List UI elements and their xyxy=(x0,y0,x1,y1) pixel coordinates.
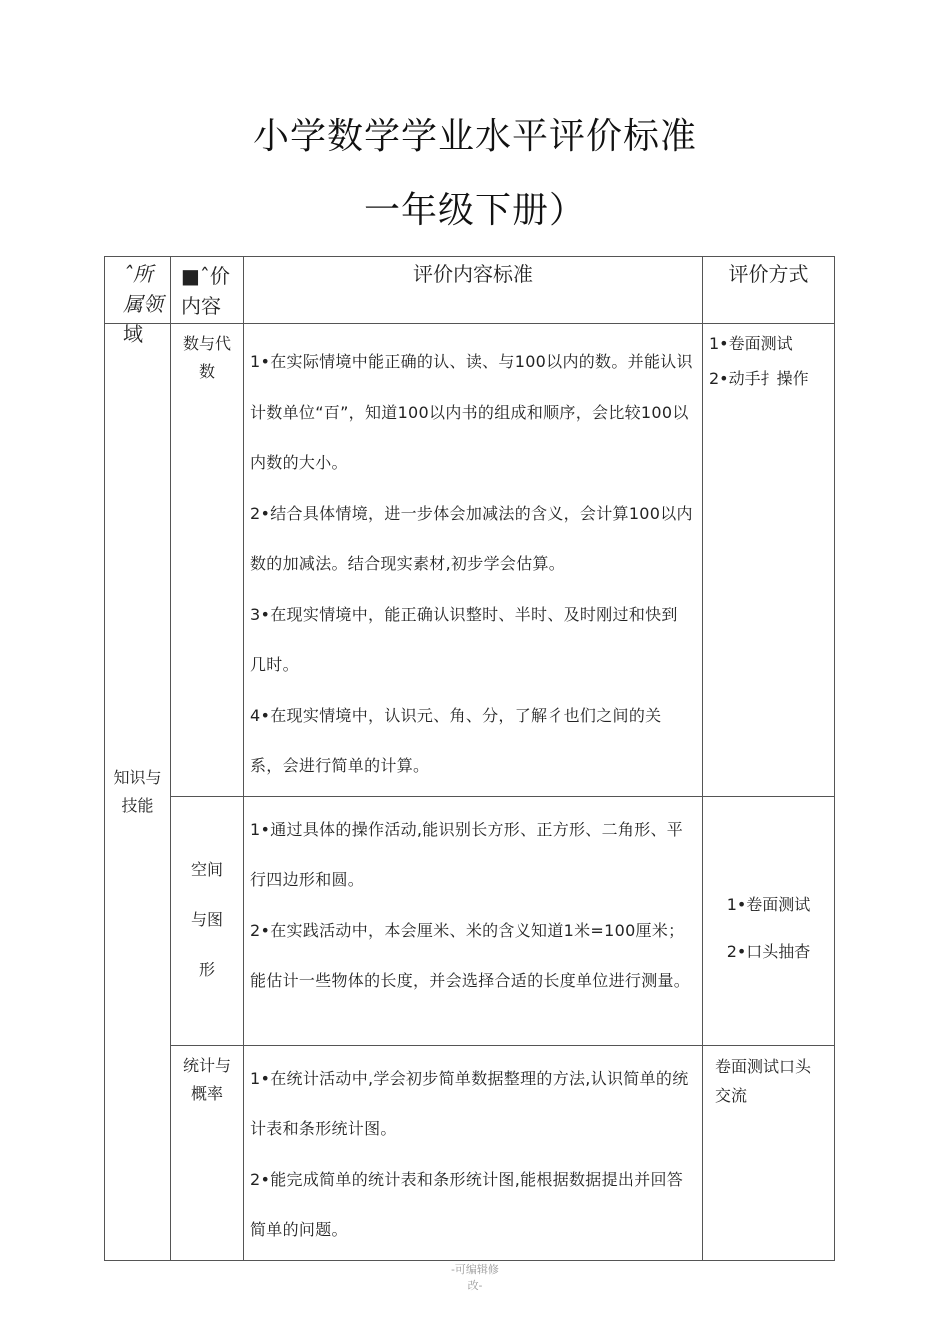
table-row-statistics xyxy=(105,1045,835,1260)
method-item: 1•卷面测试 xyxy=(726,894,811,914)
method-cell xyxy=(703,1045,835,1260)
standard-cell xyxy=(244,1045,703,1260)
category-cell xyxy=(171,1045,244,1260)
method-item: 卷面测试口头 xyxy=(715,1056,812,1076)
method-item: 交流 xyxy=(715,1085,748,1105)
category-cell xyxy=(171,324,244,797)
category-line: 数与代 xyxy=(182,334,231,353)
header-area xyxy=(105,257,171,346)
standard-item: 2•能完成简单的统计表和条形统计图,能根据数据提出并回答简单的问题。 xyxy=(250,1169,684,1239)
standard-item: 2•结合具体情境，进一步体会加减法的含义，会计算100以内数的加减法。结合现实素材,初步学会估算。 xyxy=(250,503,693,573)
method-item: 2•口头抽杳 xyxy=(726,941,811,961)
area-cell xyxy=(105,324,171,1261)
evaluation-table xyxy=(104,256,835,1261)
header-area-line: 域 xyxy=(123,322,143,346)
method-item: 1•卷面测试 xyxy=(709,334,793,353)
standard-item: 1•通过具体的操作活动,能识别长方形、正方形、二角形、平行四边形和圆。 xyxy=(250,819,684,889)
standard-cell xyxy=(244,324,703,797)
header-method: 评价方式 xyxy=(703,257,835,324)
footer-line: -可编辑修 xyxy=(451,1263,499,1276)
header-content-line: ■ˆ价 xyxy=(181,264,230,288)
standard-item: 1•在实际情境中能正确的认、读、与100以内的数。并能认识计数单位“百”，知道100以内书的组成和顺序，会比较100以内数的大小。 xyxy=(250,352,693,472)
category-line: 概率 xyxy=(190,1083,223,1103)
header-content xyxy=(171,257,244,324)
standard-cell xyxy=(244,796,703,1045)
category-line: 空间 xyxy=(190,859,223,879)
category-line: 统计与 xyxy=(182,1055,231,1075)
method-cell xyxy=(703,324,835,797)
footer-line: 改- xyxy=(467,1279,483,1292)
area-label-line: 技能 xyxy=(121,795,154,815)
standard-item: 2•在实践活动中，本会厘米、米的含义知道1米=100厘米；能估计一些物体的长度，并会选择合适的长度单位进行测量。 xyxy=(250,920,691,990)
category-line: 与图 xyxy=(190,909,223,929)
method-item: 2•动手扌操作 xyxy=(709,369,809,388)
method-cell xyxy=(703,796,835,1045)
category-cell xyxy=(171,796,244,1045)
header-standard: 评价内容标准 xyxy=(244,257,703,324)
standard-item: 1•在统计活动中,学会初步简单数据整理的方法,认识简单的统计表和条形统计图。 xyxy=(250,1068,689,1138)
category-line: 形 xyxy=(198,959,215,979)
category-line: 数 xyxy=(198,362,215,381)
page-subtitle: 一年级下册） xyxy=(363,190,586,231)
footer-note xyxy=(0,1262,950,1294)
header-row xyxy=(105,257,835,324)
page-title: 小学数学学业水平评价标准 xyxy=(252,116,697,157)
standard-item: 3•在现实情境中，能正确认识整时、半时、及时刚过和快到几时。 xyxy=(250,604,678,674)
area-label-line: 知识与 xyxy=(113,767,162,787)
table-row-number xyxy=(105,324,835,797)
standard-item: 4•在现实情境中，认识元、角、分，了解彳也们之间的关系，会进行简单的计算。 xyxy=(250,705,662,775)
header-area-line: ˆ所 xyxy=(123,262,153,286)
header-area-line: 属领 xyxy=(123,292,163,316)
table-row-geometry xyxy=(105,796,835,1045)
header-content-line: 内容 xyxy=(181,294,221,318)
